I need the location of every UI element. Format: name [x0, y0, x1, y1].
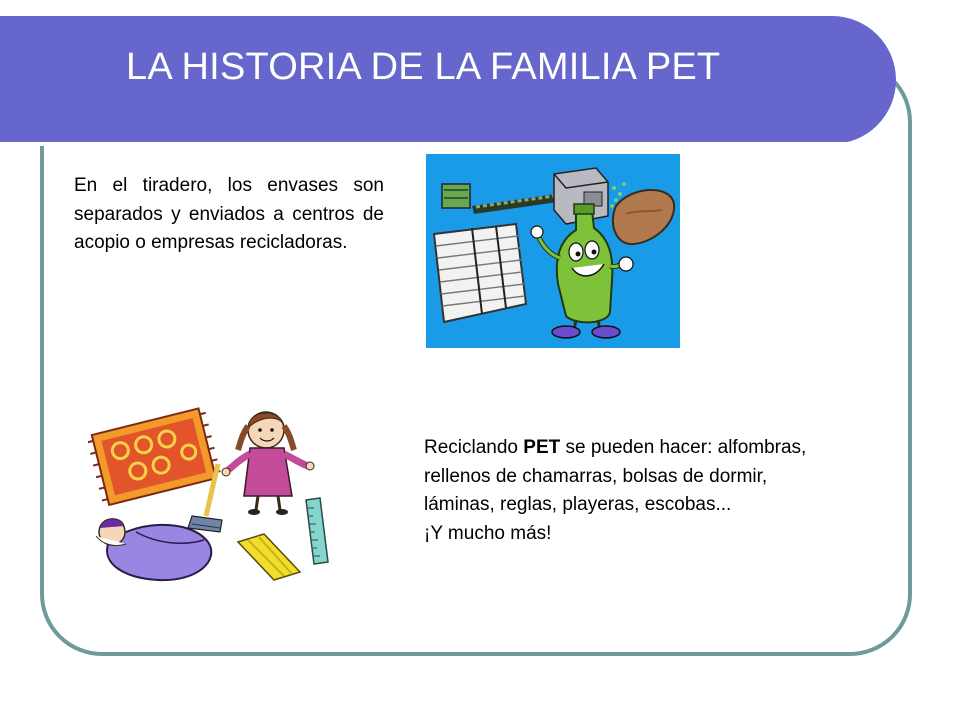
title-underline	[0, 142, 848, 146]
recycling-products-text	[424, 434, 824, 548]
recycling-machine-bottle-clipart	[426, 154, 680, 348]
recycling-products-paragraph	[424, 434, 824, 520]
separation-text: En el tiradero, los envases son separados y enviados a centros de acopio o empresas recicladoras.	[74, 175, 384, 253]
pet-keyword: PET	[523, 437, 561, 458]
text-prefix: Reciclando	[424, 437, 524, 458]
closing-line: ¡Y mucho más!	[424, 522, 552, 544]
recycled-products-clipart	[88, 404, 338, 588]
slide-title: LA HISTORIA DE LA FAMILIA PET	[126, 46, 721, 88]
text-suffix: se pueden hacer: alfombras, rellenos de chamarras, bolsas de dormir, láminas, reglas, playeras, escobas...	[424, 437, 807, 515]
